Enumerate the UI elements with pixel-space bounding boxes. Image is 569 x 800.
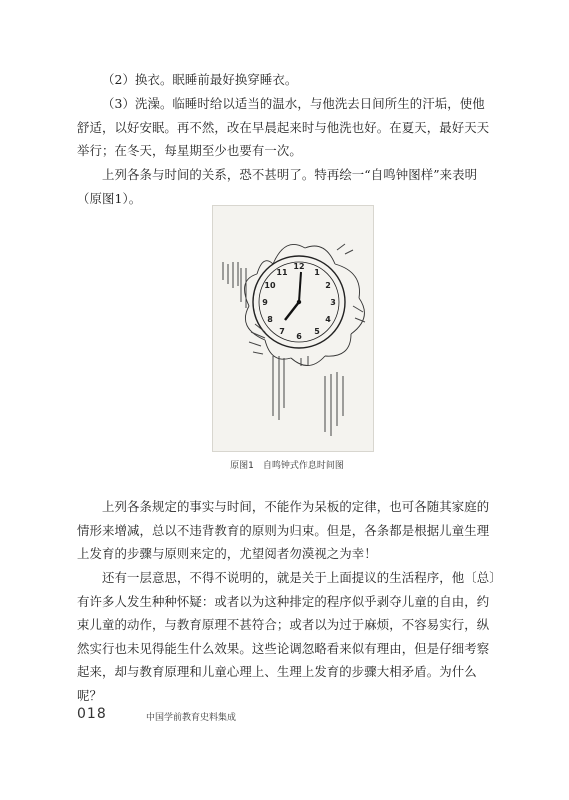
hand-pivot <box>297 300 301 304</box>
dial-number: 8 <box>267 315 273 324</box>
paragraph-change-clothes: （2）换衣。眠睡前最好换穿睡衣。 <box>102 72 298 87</box>
clock-figure <box>212 205 374 452</box>
dial-number: 3 <box>330 298 336 307</box>
dial-number: 11 <box>276 268 288 277</box>
paragraph-bathing: （3）洗澡。临睡时给以适当的温水，与他洗去日间所生的汗垢，使他舒适，以好安眠。再不然，改在早晨起来时与他洗也好。在夏天，最好天天举行；在冬天，每星期至少也要有一次。 <box>77 96 490 158</box>
paragraph-rules-flexible: 上列各条规定的事实与时间，不能作为呆板的定律，也可各随其家庭的情形来增减，总以不违背教育的原则为归束。但是，各条都是根据儿童生理上发育的步骤与原则来定的，尤望阅者勿漠视之为幸！ <box>77 499 490 561</box>
minute-hand <box>299 272 301 302</box>
page-number: 018 <box>77 706 107 722</box>
dial-number: 6 <box>296 332 302 341</box>
paragraph-doubts: 还有一层意思，不得不说明的，就是关于上面提议的生活程序，他〔总〕有许多人发生种种怀疑：或者以为这种排定的程序似乎剥夺儿童的自由，约束儿童的动作，与教育原理不甚符合；或者以为过于麻烦，不容易实行，纵然实行也未见得能生什么效果。这些论调忽略看来似有理由，但是仔细考察起来，却与教育原理和儿童心理上、生理上发育的步骤大相矛盾。为什么呢？ <box>77 570 496 703</box>
figure-caption: 原图1 自鸣钟式作息时间图 <box>230 461 344 471</box>
hour-hand <box>285 302 299 320</box>
dial-number: 10 <box>264 281 276 290</box>
dial-number: 1 <box>314 268 320 277</box>
dial-number: 9 <box>262 298 268 307</box>
paragraph-clock-intro: 上列各条与时间的关系，恐不甚明了。特再绘一“自鸣钟图样”来表明（原图1）。 <box>77 167 478 206</box>
dial-number: 4 <box>325 315 331 324</box>
clock-diagram <box>213 206 373 451</box>
dial-number: 12 <box>293 262 305 271</box>
book-title: 中国学前教育史料集成 <box>146 713 237 723</box>
handwritten-annotations <box>223 244 365 436</box>
dial-number: 5 <box>314 327 320 336</box>
dial-number: 7 <box>279 327 285 336</box>
dial-number: 2 <box>325 281 331 290</box>
